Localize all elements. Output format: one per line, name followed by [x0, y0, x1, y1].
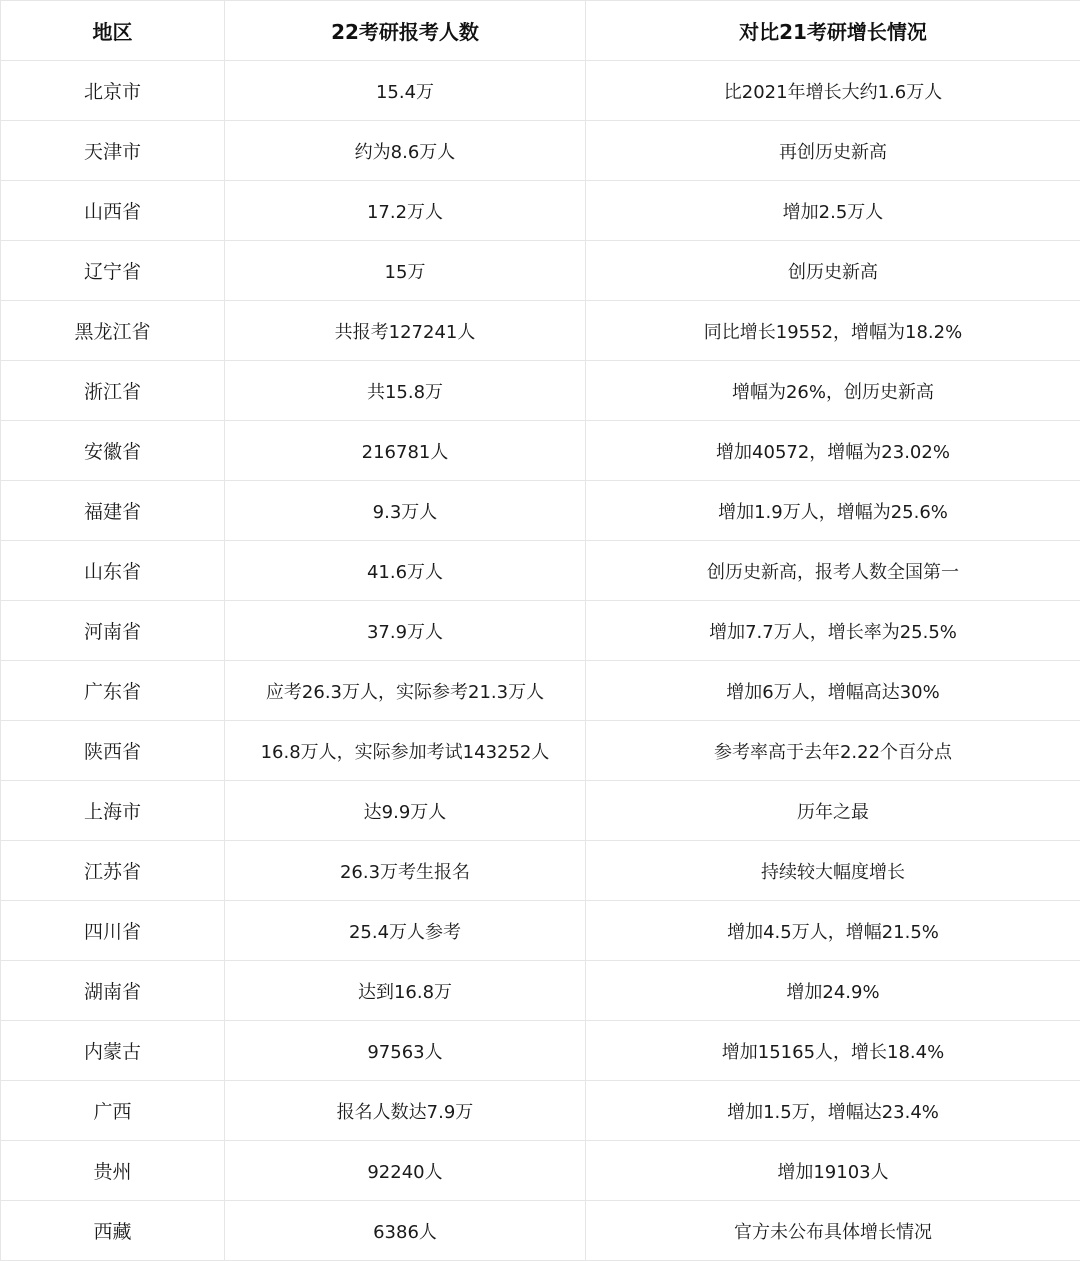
table-row: [1, 481, 1080, 541]
growth-cell: 增加1.5万，增幅达23.4%: [586, 1081, 1080, 1141]
applicants-cell: 25.4万人参考: [225, 901, 586, 961]
growth-cell: 比2021年增长大约1.6万人: [586, 61, 1080, 121]
region-cell: 湖南省: [1, 961, 225, 1021]
region-cell: 广西: [1, 1081, 225, 1141]
growth-cell: 增加6万人，增幅高达30%: [586, 661, 1080, 721]
table-row: [1, 961, 1080, 1021]
table-row: [1, 1081, 1080, 1141]
header-growth-vs-2021: 对比21考研增长情况: [586, 1, 1080, 61]
applicants-cell: 共报考127241人: [225, 301, 586, 361]
growth-cell: 同比增长19552，增幅为18.2%: [586, 301, 1080, 361]
region-cell: 辽宁省: [1, 241, 225, 301]
applicants-cell: 26.3万考生报名: [225, 841, 586, 901]
table-row: [1, 721, 1080, 781]
table-row: [1, 541, 1080, 601]
region-cell: 山东省: [1, 541, 225, 601]
applicants-cell: 报名人数达7.9万: [225, 1081, 586, 1141]
table-row: [1, 361, 1080, 421]
applicants-cell: 92240人: [225, 1141, 586, 1201]
applicants-cell: 97563人: [225, 1021, 586, 1081]
table-row: [1, 841, 1080, 901]
region-cell: 安徽省: [1, 421, 225, 481]
applicants-cell: 37.9万人: [225, 601, 586, 661]
applicants-cell: 约为8.6万人: [225, 121, 586, 181]
table-row: [1, 181, 1080, 241]
growth-cell: 增加2.5万人: [586, 181, 1080, 241]
growth-cell: 增加1.9万人，增幅为25.6%: [586, 481, 1080, 541]
growth-cell: 增加24.9%: [586, 961, 1080, 1021]
table-row: [1, 301, 1080, 361]
applicants-cell: 15.4万: [225, 61, 586, 121]
growth-cell: 增加19103人: [586, 1141, 1080, 1201]
growth-cell: 历年之最: [586, 781, 1080, 841]
table-row: [1, 1021, 1080, 1081]
applicants-cell: 41.6万人: [225, 541, 586, 601]
table-row: [1, 781, 1080, 841]
table-row: [1, 121, 1080, 181]
region-cell: 江苏省: [1, 841, 225, 901]
header-applicants-2022: 22考研报考人数: [225, 1, 586, 61]
region-cell: 陕西省: [1, 721, 225, 781]
table-row: [1, 1141, 1080, 1201]
applicants-cell: 16.8万人，实际参加考试143252人: [225, 721, 586, 781]
growth-cell: 增加40572，增幅为23.02%: [586, 421, 1080, 481]
growth-cell: 参考率高于去年2.22个百分点: [586, 721, 1080, 781]
growth-cell: 持续较大幅度增长: [586, 841, 1080, 901]
growth-cell: 创历史新高，报考人数全国第一: [586, 541, 1080, 601]
applicants-cell: 9.3万人: [225, 481, 586, 541]
applicants-cell: 15万: [225, 241, 586, 301]
header-row: [1, 1, 1080, 61]
table-row: [1, 901, 1080, 961]
table-row: [1, 421, 1080, 481]
region-cell: 黑龙江省: [1, 301, 225, 361]
table-row: [1, 1201, 1080, 1261]
region-cell: 福建省: [1, 481, 225, 541]
region-cell: 天津市: [1, 121, 225, 181]
region-cell: 广东省: [1, 661, 225, 721]
applicants-cell: 达到16.8万: [225, 961, 586, 1021]
growth-cell: 增加15165人，增长18.4%: [586, 1021, 1080, 1081]
applicants-cell: 共15.8万: [225, 361, 586, 421]
applicants-cell: 6386人: [225, 1201, 586, 1261]
growth-cell: 创历史新高: [586, 241, 1080, 301]
region-cell: 河南省: [1, 601, 225, 661]
growth-cell: 官方未公布具体增长情况: [586, 1201, 1080, 1261]
region-cell: 贵州: [1, 1141, 225, 1201]
growth-cell: 增幅为26%，创历史新高: [586, 361, 1080, 421]
table-body: [1, 61, 1080, 1261]
growth-cell: 增加7.7万人，增长率为25.5%: [586, 601, 1080, 661]
region-cell: 浙江省: [1, 361, 225, 421]
region-cell: 北京市: [1, 61, 225, 121]
region-cell: 上海市: [1, 781, 225, 841]
region-cell: 四川省: [1, 901, 225, 961]
applicants-cell: 216781人: [225, 421, 586, 481]
table-row: [1, 241, 1080, 301]
region-cell: 山西省: [1, 181, 225, 241]
applicants-cell: 17.2万人: [225, 181, 586, 241]
table-row: [1, 601, 1080, 661]
applicants-cell: 达9.9万人: [225, 781, 586, 841]
growth-cell: 再创历史新高: [586, 121, 1080, 181]
applicants-cell: 应考26.3万人，实际参考21.3万人: [225, 661, 586, 721]
header-region: 地区: [1, 1, 225, 61]
growth-cell: 增加4.5万人，增幅21.5%: [586, 901, 1080, 961]
region-cell: 内蒙古: [1, 1021, 225, 1081]
region-cell: 西藏: [1, 1201, 225, 1261]
table-row: [1, 61, 1080, 121]
table-row: [1, 661, 1080, 721]
